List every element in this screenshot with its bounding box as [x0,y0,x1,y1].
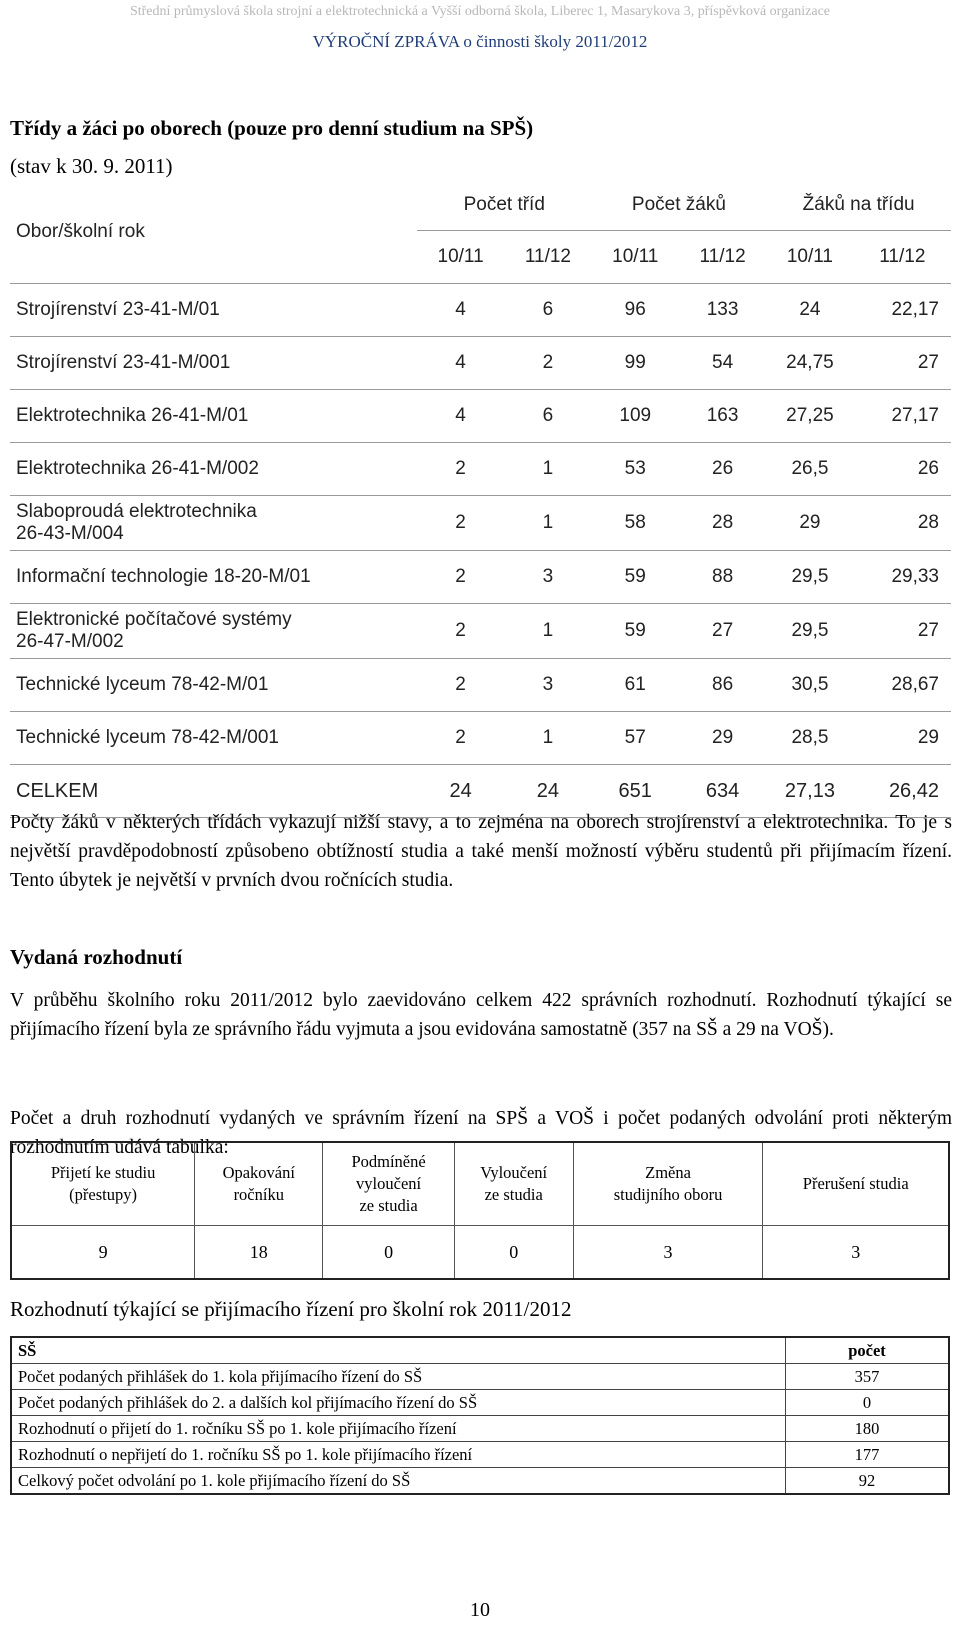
cell: 651 [592,765,679,818]
header-cell: Změna studijního oboru [573,1142,763,1226]
cell: 0 [323,1226,454,1280]
cell: 27 [854,604,951,659]
cell: 3 [573,1226,763,1280]
cell: 357 [786,1364,950,1390]
year-header: 11/12 [504,231,591,284]
table-row [11,1416,949,1442]
cell: Rozhodnutí o nepřijetí do 1. ročníku SŠ po 1. kole přijímacího řízení [11,1442,786,1468]
cell: 3 [763,1226,949,1280]
field-name: Elektronické počítačové systémy [16,609,292,630]
header-cell: Opakování ročníku [195,1142,323,1226]
paragraph-decisions-table-intro: Počet a druh rozhodnutí vydaných ve správním řízení na SPŠ a VOŠ i počet podaných odvolání proti některým rozhodnutím udává tabulka: [10,1108,952,1158]
table-row [10,712,951,765]
cell: 28 [854,496,951,551]
cell: 59 [592,604,679,659]
table1-date: (stav k 30. 9. 2011) [10,154,173,178]
cell: 28,5 [766,712,853,765]
cell: 26,5 [766,443,853,496]
total-label: CELKEM [10,765,417,818]
field-name: Elektrotechnika 26-41-M/002 [16,458,259,479]
field-name: Strojírenství 23-41-M/01 [16,299,220,320]
header-cell: Přijetí ke studiu (přestupy) [11,1142,195,1226]
cell: Počet podaných přihlášek do 1. kola přijímacího řízení do SŠ [11,1364,786,1390]
cell: 59 [592,551,679,604]
table-row [10,551,951,604]
classes-table [10,180,951,818]
admission-table [10,1336,950,1495]
cell: 2 [417,496,504,551]
cell: 2 [417,659,504,712]
cell: 28 [679,496,766,551]
cell: 22,17 [854,284,951,337]
table-row [11,1442,949,1468]
cell: 4 [417,284,504,337]
cell: 6 [504,284,591,337]
table-row [10,659,951,712]
cell: 96 [592,284,679,337]
cell: Celkový počet odvolání po 1. kole přijímacího řízení do SŠ [11,1468,786,1495]
cell: 24 [766,284,853,337]
table-row [10,337,951,390]
header-cell: Vyloučení ze studia [454,1142,573,1226]
cell: Počet podaných přihlášek do 2. a dalších kol přijímacího řízení do SŠ [11,1390,786,1416]
cell: 29 [766,496,853,551]
cell: 1 [504,443,591,496]
header-school-name: Střední průmyslová škola strojní a elektrotechnická a Vyšší odborná škola, Liberec 1, Masarykova 3, příspěvková organizace [129,4,831,19]
cell: 1 [504,712,591,765]
field-name: Slaboproudá elektrotechnika [16,501,257,522]
col-field-label: Obor/školní rok [10,180,417,284]
cell: 27,25 [766,390,853,443]
field-code: 26-43-M/004 [16,523,124,544]
cell: 99 [592,337,679,390]
cell: 133 [679,284,766,337]
year-header: 11/12 [679,231,766,284]
table-row [10,284,951,337]
cell: 29 [854,712,951,765]
table-row [11,1390,949,1416]
cell: 27,17 [854,390,951,443]
cell: 29 [679,712,766,765]
cell: 177 [786,1442,950,1468]
cell: 634 [679,765,766,818]
cell: 30,5 [766,659,853,712]
group-students-per-class: Žáků na třídu [766,180,951,231]
cell: 0 [786,1390,950,1416]
header-cell: Podmíněné vyloučení ze studia [323,1142,454,1226]
cell: 1 [504,496,591,551]
header-cell: SŠ [11,1337,786,1364]
cell: 24 [504,765,591,818]
cell: 180 [786,1416,950,1442]
year-header: 11/12 [854,231,951,284]
cell: 4 [417,390,504,443]
field-name: Technické lyceum 78-42-M/001 [16,727,279,748]
table-row [10,443,951,496]
cell: 2 [417,443,504,496]
year-header: 10/11 [592,231,679,284]
table-row [10,496,951,551]
cell: 29,5 [766,604,853,659]
paragraph-decisions: V průběhu školního roku 2011/2012 bylo zaevidováno celkem 422 správních rozhodnutí. Rozhodnutí týkající se přijímacího řízení byla ze správního řádu vyjmuta a jsou evidována samostatně (357 na SŠ a 29 na VOŠ). [10,990,952,1040]
group-class-count: Počet tříd [417,180,592,231]
cell: 29,33 [854,551,951,604]
header-report-title: VÝROČNÍ ZPRÁVA o činnosti školy 2011/2012 [312,32,648,51]
table-row [10,604,951,659]
field-name: Strojírenství 23-41-M/001 [16,352,231,373]
cell: 6 [504,390,591,443]
cell: 1 [504,604,591,659]
year-header: 10/11 [417,231,504,284]
field-name: Informační technologie 18-20-M/01 [16,566,311,587]
cell: 3 [504,551,591,604]
cell: 26,42 [854,765,951,818]
cell: 163 [679,390,766,443]
admission-table-title: Rozhodnutí týkající se přijímacího řízení pro školní rok 2011/2012 [10,1297,572,1321]
decisions-table [10,1141,950,1280]
field-code: 26-47-M/002 [16,631,124,652]
cell: 88 [679,551,766,604]
year-header: 10/11 [766,231,853,284]
cell: 27,13 [766,765,853,818]
page-number: 10 [470,1599,490,1621]
table-row [11,1468,949,1495]
field-name: Technické lyceum 78-42-M/01 [16,674,269,695]
table-row [10,390,951,443]
header-cell: Přerušení studia [763,1142,949,1226]
cell: 2 [417,604,504,659]
table1-title: Třídy a žáci po oborech (pouze pro denní studium na SPŠ) [10,116,534,140]
cell: 109 [592,390,679,443]
cell: 58 [592,496,679,551]
cell: 0 [454,1226,573,1280]
cell: 86 [679,659,766,712]
cell: 57 [592,712,679,765]
header-cell: počet [786,1337,950,1364]
cell: 54 [679,337,766,390]
cell: 2 [417,551,504,604]
cell: 4 [417,337,504,390]
cell: 61 [592,659,679,712]
cell: 29,5 [766,551,853,604]
cell: 9 [11,1226,195,1280]
cell: 2 [504,337,591,390]
cell: 92 [786,1468,950,1495]
cell: 2 [417,712,504,765]
cell: Rozhodnutí o přijetí do 1. ročníku SŠ po 1. kole přijímacího řízení [11,1416,786,1442]
cell: 53 [592,443,679,496]
cell: 24 [417,765,504,818]
field-name: Elektrotechnika 26-41-M/01 [16,405,249,426]
cell: 24,75 [766,337,853,390]
cell: 26 [679,443,766,496]
cell: 27 [854,337,951,390]
paragraph-student-counts: Počty žáků v některých třídách vykazují nižší stavy, a to zejména na oborech strojírenství a elektrotechnika. To je s největší pravděpodobností způsobeno obtížností studia a také menší možností výběru studentů při přijímacím řízení. Tento úbytek je největší v prvních dvou ročnících studia. [10,812,952,891]
section-heading-decisions: Vydaná rozhodnutí [10,945,183,969]
cell: 26 [854,443,951,496]
cell: 18 [195,1226,323,1280]
cell: 27 [679,604,766,659]
cell: 28,67 [854,659,951,712]
cell: 3 [504,659,591,712]
group-student-count: Počet žáků [592,180,767,231]
table-row [11,1364,949,1390]
